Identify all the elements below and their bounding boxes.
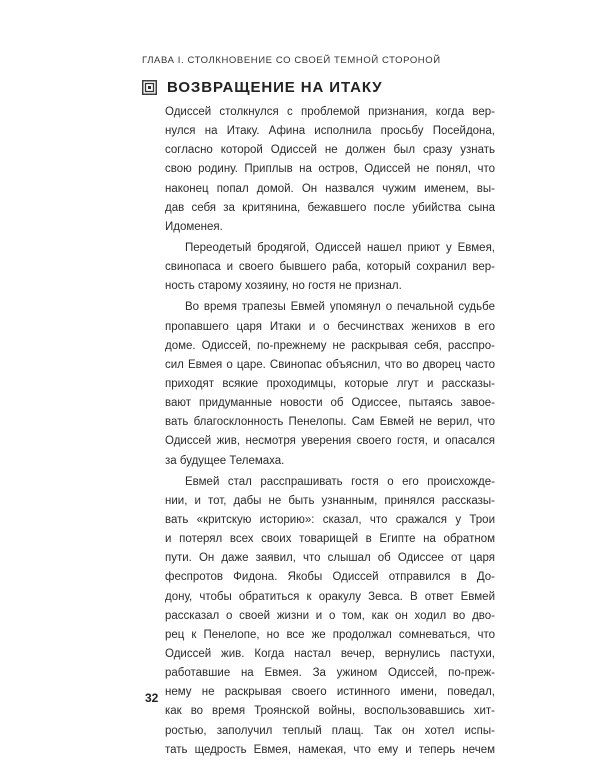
square-spiral-icon bbox=[142, 80, 157, 95]
text-line: ростью, заполучил теплый плащ. Так он хотел испы- bbox=[165, 724, 495, 737]
text-line: рец к Пенелопе, но все же продолжал сомневаться, что bbox=[165, 628, 495, 641]
text-line: нии, и тот, дабы не быть узнанным, принялся рассказы- bbox=[165, 494, 495, 507]
text-line: дав себя за критянина, бежавшего после убийства сына bbox=[165, 201, 495, 214]
paragraph bbox=[165, 473, 495, 760]
text-line: феспротов Фидона. Якобы Одиссей отправился в До- bbox=[165, 571, 495, 584]
paragraph bbox=[165, 103, 495, 237]
text-line: свою родину. Приплыв на остров, Одиссей не понял, что bbox=[165, 163, 495, 176]
text-line: и потерял всех своих товарищей в Египте на обратном bbox=[165, 533, 495, 546]
article-body bbox=[165, 103, 495, 760]
text-line: работавшие на Евмея. За ужином Одиссей, по-преж- bbox=[165, 667, 495, 680]
text-line: дону, чтобы обратиться к оракулу Зевса. В ответ Евмей bbox=[165, 590, 495, 603]
text-line: сил Евмея о царе. Свинопас объяснил, что во дворец часто bbox=[165, 358, 495, 371]
text-line: ность старому хозяину, но гостя не признал. bbox=[165, 280, 402, 293]
text-line: нулся на Итаку. Афина исполнила просьбу Посейдона, bbox=[165, 125, 495, 138]
text-line: Идоменея. bbox=[165, 220, 223, 233]
text-line: за будущее Телемаха. bbox=[165, 454, 285, 467]
text-line: свинопаса и своего бывшего раба, который сохранил вер- bbox=[165, 261, 495, 274]
text-line: Во время трапезы Евмей упомянул о печальной судьбе bbox=[185, 301, 495, 314]
text-line: рассказал о своей жизни и о том, как он ходил во дво- bbox=[165, 609, 495, 622]
text-line: Одиссей жив. Когда настал вечер, вернулись пастухи, bbox=[165, 647, 495, 660]
section-title: ВОЗВРАЩЕНИЕ НА ИТАКУ bbox=[167, 79, 383, 96]
text-line: тать щедрость Евмея, намекая, что ему и теперь нечем bbox=[165, 743, 495, 756]
text-line: Одиссей столкнулся с проблемой признания, когда вер- bbox=[165, 106, 495, 118]
text-line: нему не раскрывая своего истинного имени, поведал, bbox=[165, 686, 495, 699]
text-line: вать «критскую историю»: сказал, что сражался у Трои bbox=[165, 513, 495, 526]
page-number: 32 bbox=[145, 691, 159, 705]
text-line: пути. Он даже заявил, что слышал об Одиссее от царя bbox=[165, 552, 495, 565]
paragraph bbox=[165, 239, 495, 296]
section-heading bbox=[142, 79, 382, 96]
text-line: Одиссей жив, несмотря уверения своего гостя, и опасался bbox=[165, 435, 495, 448]
running-head: ГЛАВА I. СТОЛКНОВЕНИЕ СО СВОЕЙ ТЕМНОЙ СТОРОНОЙ bbox=[142, 55, 441, 66]
paragraph bbox=[165, 298, 495, 470]
text-line: приходят всякие проходимцы, которые лгут и рассказы- bbox=[165, 377, 495, 390]
text-line: доме. Одиссей, по-прежнему не раскрывая себя, расспро- bbox=[165, 339, 495, 352]
text-line: Переодетый бродягой, Одиссей нашел приют у Евмея, bbox=[185, 241, 495, 254]
text-line: наконец попал домой. Он назвался чужим именем, вы- bbox=[165, 182, 495, 195]
text-line: вают придуманные новости об Одиссее, пытаясь завое- bbox=[165, 397, 495, 410]
text-line: вать благосклонность Пенелопы. Сам Евмей не верил, что bbox=[165, 416, 495, 429]
text-line: пропавшего царя Итаки и о бесчинствах женихов в его bbox=[165, 320, 495, 333]
text-line: согласно которой Одиссей не должен был сразу узнать bbox=[165, 144, 495, 157]
text-line: как во время Троянской войны, воспользовавшись хит- bbox=[165, 705, 495, 718]
text-line: Евмей стал расспрашивать гостя о его происхожде- bbox=[185, 475, 495, 488]
